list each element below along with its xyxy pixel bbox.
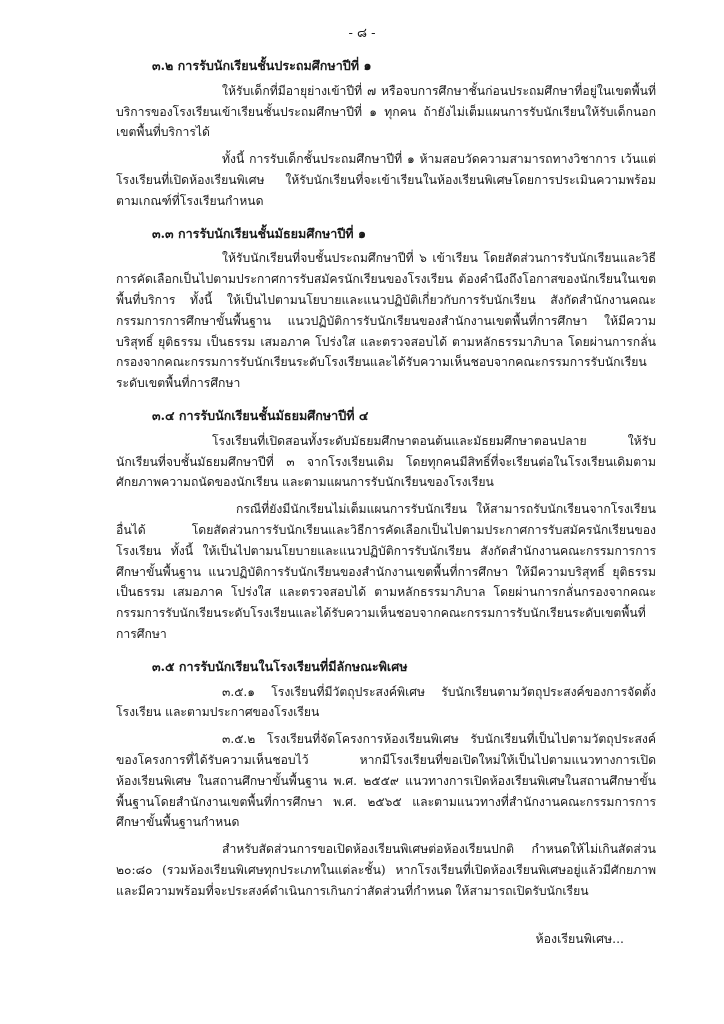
document-body: [116, 50, 656, 907]
section-heading: ๓.๒ การรับนักเรียนชั้นประถมศึกษาปีที่ ๑: [152, 58, 372, 73]
paragraph: ทั้งนี้ การรับเด็กชั้นประถมศึกษาปีที่ ๑ ห้ามสอบวัดความสามารถทางวิชาการ เว้นแต่โรงเรียนที่เปิดห้องเรียนพิเศษ ให้รับนักเรียนที่จะเข้าเรียนในห้องเรียนพิเศษโดยการประเมินความพร้อมตามเกณฑ์ที่โรงเรียนกำหนด: [116, 152, 656, 208]
paragraph: โรงเรียนที่เปิดสอนทั้งระดับมัธยมศึกษาตอนต้นและมัธยมศึกษาตอนปลาย ให้รับนักเรียนที่จบชั้นมัธยมศึกษาปีที่ ๓ จากโรงเรียนเดิม โดยทุกคนมีสิทธิ์ที่จะเรียนต่อในโรงเรียนเดิมตามศักยภาพความถนัดของนักเรียน และตามแผนการรับนักเรียนของโรงเรียน: [116, 433, 656, 490]
section-heading: ๓.๔ การรับนักเรียนชั้นมัธยมศึกษาปีที่ ๔: [152, 407, 369, 423]
paragraph: ให้รับนักเรียนที่จบชั้นประถมศึกษาปีที่ ๖ เข้าเรียน โดยสัดส่วนการรับนักเรียนและวิธีการคัดเลือกเป็นไปตามประกาศการรับสมัครนักเรียนของโรงเรียน ต้องคำนึงถึงโอกาสของนักเรียนในเขตพื้นที่บริการ ทั้งนี้ ให้เป็นไปตามนโยบายและแนวปฏิบัติเกี่ยวกับการรับนักเรียน สังกัดสำนักงานคณะกรรมการการศึกษาขั้นพื้นฐาน แนวปฏิบัติการรับนักเรียนของสำนักงานเขตพื้นที่การศึกษา ให้มีความบริสุทธิ์ ยุติธรรม เป็นธรรม เสมอภาค โปร่งใส และตรวจสอบได้ ตามหลักธรรมาภิบาล โดยผ่านการกลั่นกรองจากคณะกรรมการรับนักเรียนระดับโรงเรียนและได้รับความเห็นชอบจากคณะกรรมการรับนักเรียนระดับเขตพื้นที่การศึกษา: [116, 251, 656, 391]
section-3-4: [116, 406, 656, 645]
paragraph: ๓.๕.๒ โรงเรียนที่จัดโครงการห้องเรียนพิเศษ รับนักเรียนที่เป็นไปตามวัตถุประสงค์ของโครงการที่ได้รับความเห็นชอบไว้ หากมีโรงเรียนที่ขอเปิดใหม่ให้เป็นไปตามแนวทางการเปิดห้องเรียนพิเศษ ในสถานศึกษาขั้นพื้นฐาน พ.ศ. ๒๕๕๙ แนวทางการเปิดห้องเรียนพิเศษในสถานศึกษาขั้นพื้นฐานโดยสำนักงานเขตพื้นที่การศึกษา พ.ศ. ๒๕๖๕ และตามแนวทางที่สำนักงานคณะกรรมการการศึกษาขั้นพื้นฐานกำหนด: [116, 732, 656, 830]
section-heading: ๓.๓ การรับนักเรียนชั้นมัธยมศึกษาปีที่ ๑: [152, 225, 366, 241]
paragraph: ให้รับเด็กที่มีอายุย่างเข้าปีที่ ๗ หรือจบการศึกษาชั้นก่อนประถมศึกษาที่อยู่ในเขตพื้นที่บริการของโรงเรียนเข้าเรียนชั้นประถมศึกษาปีที่ ๑ ทุกคน ถ้ายังไม่เต็มแผนการรับนักเรียนให้รับเด็กนอกเขตพื้นที่บริการได้: [116, 83, 656, 140]
section-3-2: [116, 56, 656, 212]
paragraph: สำหรับสัดส่วนการขอเปิดห้องเรียนพิเศษต่อห้องเรียนปกติ กำหนดให้ไม่เกินสัดส่วน ๒๐:๘๐ (รวมห้องเรียนพิเศษทุกประเภทในแต่ละชั้น) หากโรงเรียนที่เปิดห้องเรียนพิเศษอยู่แล้วมีศักยภาพและมีความพร้อมที่จะประสงค์ดำเนินการเกินกว่าสัดส่วนที่กำหนด ให้สามารถเปิดรับนักเรียน: [116, 842, 656, 898]
section-3-5: [116, 657, 656, 902]
page-number: - ๘ -: [348, 26, 376, 41]
paragraph: ๓.๕.๑ โรงเรียนที่มีวัตถุประสงค์พิเศษ รับนักเรียนตามวัตถุประสงค์ของการจัดตั้งโรงเรียน และตามประกาศของโรงเรียน: [116, 684, 656, 720]
section-3-3: [116, 224, 656, 394]
continuation-note: ห้องเรียนพิเศษ...: [535, 931, 624, 946]
paragraph: กรณีที่ยังมีนักเรียนไม่เต็มแผนการรับนักเรียน ให้สามารถรับนักเรียนจากโรงเรียนอื่นได้ โดยสัดส่วนการรับนักเรียนและวิธีการคัดเลือกเป็นไปตามประกาศการรับสมัครนักเรียนของโรงเรียน ทั้งนี้ ให้เป็นไปตามนโยบายและแนวปฏิบัติการรับนักเรียน สังกัดสำนักงานคณะกรรมการการศึกษาขั้นพื้นฐาน แนวปฏิบัติการรับนักเรียนของสำนักงานเขตพื้นที่การศึกษา ให้มีความบริสุทธิ์ ยุติธรรม เป็นธรรม เสมอภาค โปร่งใส และตรวจสอบได้ ตามหลักธรรมาภิบาล โดยผ่านการกลั่นกรองจากคณะกรรมการรับนักเรียนระดับโรงเรียนและได้รับความเห็นชอบจากคณะกรรมการรับนักเรียนระดับเขตพื้นที่การศึกษา: [116, 502, 656, 641]
section-heading: ๓.๕ การรับนักเรียนในโรงเรียนที่มีลักษณะพิเศษ: [152, 658, 408, 674]
